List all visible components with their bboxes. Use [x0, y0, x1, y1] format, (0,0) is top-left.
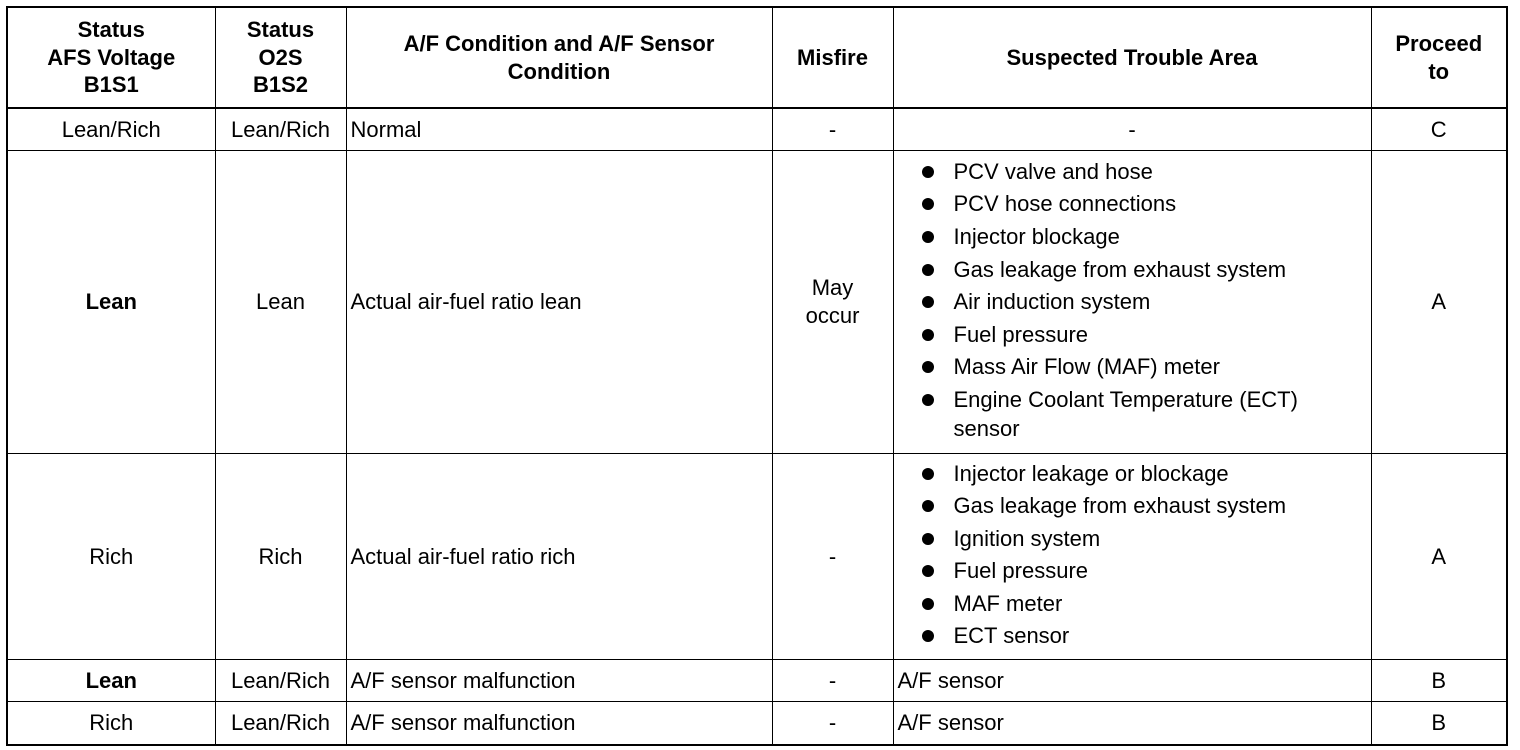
condition-cell: A/F sensor malfunction	[346, 660, 772, 702]
list-item: Gas leakage from exhaust system	[922, 256, 1367, 285]
list-item: Engine Coolant Temperature (ECT) sensor	[922, 386, 1367, 443]
o2s-status-cell: Lean	[215, 150, 346, 453]
o2s-status-cell: Lean/Rich	[215, 108, 346, 150]
trouble-area-cell: -	[893, 108, 1371, 150]
misfire-cell: May occur	[772, 150, 893, 453]
proceed-cell: A	[1371, 453, 1507, 660]
misfire-cell: -	[772, 702, 893, 745]
list-item: Gas leakage from exhaust system	[922, 492, 1367, 521]
afs-status-cell: Rich	[7, 702, 215, 745]
proceed-cell: A	[1371, 150, 1507, 453]
list-item: PCV valve and hose	[922, 158, 1367, 187]
trouble-area-cell	[893, 453, 1371, 660]
list-item: Injector leakage or blockage	[922, 460, 1367, 489]
header-afs-voltage: Status AFS Voltage B1S1	[7, 7, 215, 108]
condition-cell: Actual air-fuel ratio rich	[346, 453, 772, 660]
trouble-area-list	[898, 152, 1367, 451]
misfire-cell: -	[772, 660, 893, 702]
list-item: Injector blockage	[922, 223, 1367, 252]
afs-status-cell: Lean	[7, 150, 215, 453]
header-row	[7, 7, 1507, 108]
list-item: MAF meter	[922, 590, 1367, 619]
o2s-status-cell: Rich	[215, 453, 346, 660]
list-item: PCV hose connections	[922, 190, 1367, 219]
o2s-status-cell: Lean/Rich	[215, 660, 346, 702]
table-row	[7, 660, 1507, 702]
table-row	[7, 150, 1507, 453]
proceed-cell: C	[1371, 108, 1507, 150]
list-item: Air induction system	[922, 288, 1367, 317]
header-suspected-trouble-area: Suspected Trouble Area	[893, 7, 1371, 108]
proceed-cell: B	[1371, 660, 1507, 702]
trouble-area-cell: A/F sensor	[893, 660, 1371, 702]
condition-cell: Normal	[346, 108, 772, 150]
list-item: Fuel pressure	[922, 321, 1367, 350]
list-item: Fuel pressure	[922, 557, 1367, 586]
list-item: Ignition system	[922, 525, 1367, 554]
list-item: ECT sensor	[922, 622, 1367, 651]
header-proceed-to: Proceed to	[1371, 7, 1507, 108]
afs-status-cell: Lean	[7, 660, 215, 702]
condition-cell: Actual air-fuel ratio lean	[346, 150, 772, 453]
o2s-status-cell: Lean/Rich	[215, 702, 346, 745]
afs-status-cell: Rich	[7, 453, 215, 660]
trouble-area-cell: A/F sensor	[893, 702, 1371, 745]
header-o2s: Status O2S B1S2	[215, 7, 346, 108]
trouble-area-list	[898, 454, 1367, 660]
table-row	[7, 453, 1507, 660]
afs-status-cell: Lean/Rich	[7, 108, 215, 150]
header-af-condition: A/F Condition and A/F Sensor Condition	[346, 7, 772, 108]
troubleshooting-table	[6, 6, 1508, 746]
list-item: Mass Air Flow (MAF) meter	[922, 353, 1367, 382]
header-misfire: Misfire	[772, 7, 893, 108]
table-row	[7, 108, 1507, 150]
misfire-cell: -	[772, 453, 893, 660]
condition-cell: A/F sensor malfunction	[346, 702, 772, 745]
table-row	[7, 702, 1507, 745]
proceed-cell: B	[1371, 702, 1507, 745]
misfire-cell: -	[772, 108, 893, 150]
trouble-area-cell	[893, 150, 1371, 453]
